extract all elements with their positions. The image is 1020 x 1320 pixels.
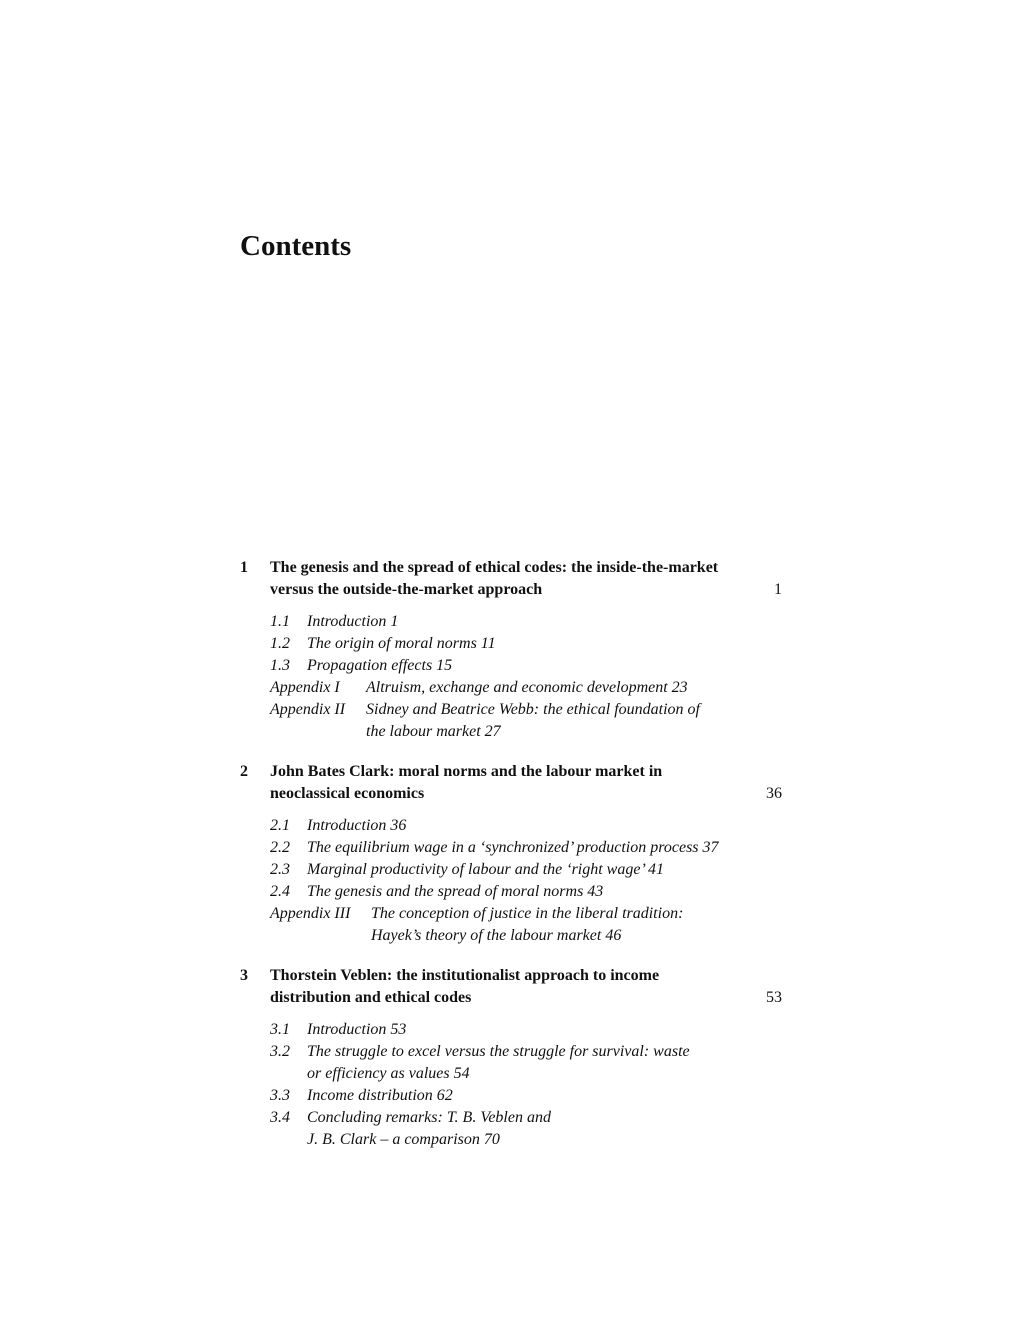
section-number: 3.3	[270, 1087, 290, 1104]
section-title	[366, 677, 688, 699]
toc-section	[270, 1019, 782, 1041]
section-title-line: Income distribution 62	[307, 1087, 453, 1104]
chapter-number: 2	[240, 763, 248, 780]
chapter-page-number: 36	[766, 785, 782, 802]
toc-chapter	[240, 965, 782, 1151]
toc-section	[270, 655, 782, 677]
section-title-line: Marginal productivity of labour and the ‘right wage’ 41	[307, 861, 665, 878]
section-title	[307, 815, 406, 837]
toc-section	[270, 677, 782, 699]
section-title-line: Concluding remarks: T. B. Veblen and	[307, 1109, 551, 1126]
toc-section	[270, 1107, 782, 1151]
toc-section	[270, 1041, 782, 1085]
section-title-line: or efficiency as values 54	[307, 1065, 470, 1082]
page-title: Contents	[240, 230, 352, 262]
chapter-heading	[240, 761, 782, 805]
section-title-line: Introduction 36	[307, 817, 407, 834]
section-title	[307, 611, 398, 633]
section-number: 2.4	[270, 883, 290, 900]
chapter-number: 3	[240, 967, 248, 984]
section-title-line: Propagation effects 15	[307, 657, 453, 674]
toc-chapter	[240, 761, 782, 947]
chapter-heading	[240, 557, 782, 601]
section-number: Appendix II	[270, 701, 346, 718]
section-number: Appendix I	[270, 679, 340, 696]
chapter-title-line: neoclassical economics	[270, 785, 425, 802]
section-title	[366, 699, 700, 743]
section-title-line: J. B. Clark – a comparison 70	[307, 1131, 500, 1148]
section-title-line: The genesis and the spread of moral norms 43	[307, 883, 604, 900]
section-title	[307, 881, 603, 903]
section-title	[371, 903, 683, 947]
chapter-title-line: versus the outside-the-market approach	[270, 581, 543, 598]
chapter-heading	[240, 965, 782, 1009]
toc-section	[270, 611, 782, 633]
chapter-title-line: Thorstein Veblen: the institutionalist approach to income	[270, 967, 660, 984]
toc-section	[270, 859, 782, 881]
section-title	[307, 1041, 690, 1085]
section-number: Appendix III	[270, 905, 351, 922]
section-number: 3.2	[270, 1043, 290, 1060]
section-number: 2.2	[270, 839, 290, 856]
section-title-line: Hayek’s theory of the labour market 46	[371, 927, 622, 944]
toc-section	[270, 1085, 782, 1107]
section-title-line: Sidney and Beatrice Webb: the ethical foundation of	[366, 701, 700, 718]
toc-section	[270, 903, 782, 947]
chapter-title-line: John Bates Clark: moral norms and the labour market in	[270, 763, 663, 780]
chapter-title	[270, 761, 782, 805]
section-title	[307, 1019, 406, 1041]
chapter-page-number: 53	[766, 989, 782, 1006]
section-number: 3.1	[270, 1021, 290, 1038]
toc-section	[270, 699, 782, 743]
section-list	[270, 611, 782, 743]
section-title-line: Altruism, exchange and economic development 23	[366, 679, 688, 696]
section-title-line: The conception of justice in the liberal tradition:	[371, 905, 684, 922]
section-title	[307, 633, 496, 655]
chapter-number: 1	[240, 559, 248, 576]
chapter-title-line: The genesis and the spread of ethical codes: the inside-the-market	[270, 559, 719, 576]
chapter-title	[270, 965, 782, 1009]
toc-section	[270, 881, 782, 903]
section-title-line: The origin of moral norms 11	[307, 635, 496, 652]
section-number: 2.3	[270, 861, 290, 878]
section-title-line: The struggle to excel versus the struggle for survival: waste	[307, 1043, 690, 1060]
section-number: 1.1	[270, 613, 290, 630]
section-title	[307, 859, 664, 881]
toc-section	[270, 633, 782, 655]
section-number: 2.1	[270, 817, 290, 834]
section-number: 3.4	[270, 1109, 290, 1126]
section-title-line: Introduction 1	[307, 613, 399, 630]
section-title	[307, 655, 452, 677]
section-title	[307, 1085, 453, 1107]
section-number: 1.2	[270, 635, 290, 652]
toc-chapter	[240, 557, 782, 743]
chapter-page-number: 1	[774, 581, 782, 598]
section-title-line: the labour market 27	[366, 723, 501, 740]
section-title-line: The equilibrium wage in a ‘synchronized’ production process 37	[307, 839, 719, 856]
section-title	[307, 837, 719, 859]
section-number: 1.3	[270, 657, 290, 674]
section-list	[270, 815, 782, 947]
section-title-line: Introduction 53	[307, 1021, 407, 1038]
toc-section	[270, 837, 782, 859]
toc-section	[270, 815, 782, 837]
section-title	[307, 1107, 551, 1151]
chapter-title	[270, 557, 782, 601]
section-list	[270, 1019, 782, 1151]
chapter-title-line: distribution and ethical codes	[270, 989, 472, 1006]
